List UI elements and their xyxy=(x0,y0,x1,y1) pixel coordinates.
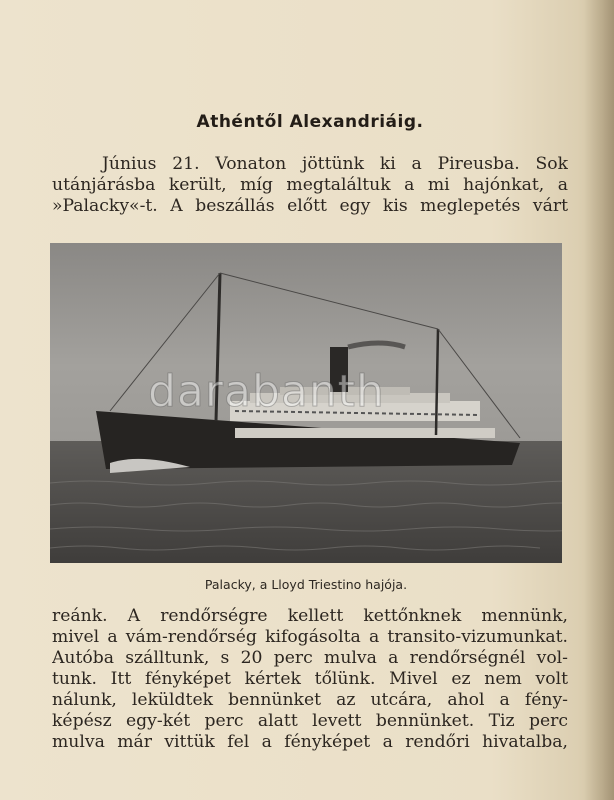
text-line: mulva már vittük fel a fényképet a rendőri hivatalba, xyxy=(52,732,568,752)
chapter-heading: Athéntől Alexandriáig. xyxy=(196,112,424,132)
book-spine-shadow xyxy=(584,0,614,800)
text-line: képész egy-két perc alatt levett bennünket. Tiz perc xyxy=(52,711,568,731)
text-line: reánk. A rendőrségre kellett kettőnknek mennünk, xyxy=(52,606,568,626)
text-line: Június 21. Vonaton jöttünk ki a Pireusba. Sok xyxy=(102,154,568,174)
text-line: nálunk, leküldtek bennünket az utcára, ahol a fény- xyxy=(52,690,568,710)
text-line: tunk. Itt fényképet kértek tőlünk. Mivel ez nem volt xyxy=(52,669,568,689)
paragraph-continued xyxy=(52,606,568,753)
text-line: Autóba szálltunk, s 20 perc mulva a rendőrségnél vol- xyxy=(52,648,568,668)
paragraph-intro xyxy=(52,154,568,217)
photo-caption: Palacky, a Lloyd Triestino hajója. xyxy=(204,577,408,592)
watermark: darabanth xyxy=(148,366,385,417)
text-line: »Palacky«-t. A beszállás előtt egy kis meglepetés várt xyxy=(52,196,568,216)
text-line: utánjárásba került, míg megtaláltuk a mi hajónkat, a xyxy=(52,175,568,195)
text-line: mivel a vám-rendőrség kifogásolta a transito-vizumunkat. xyxy=(52,627,568,647)
